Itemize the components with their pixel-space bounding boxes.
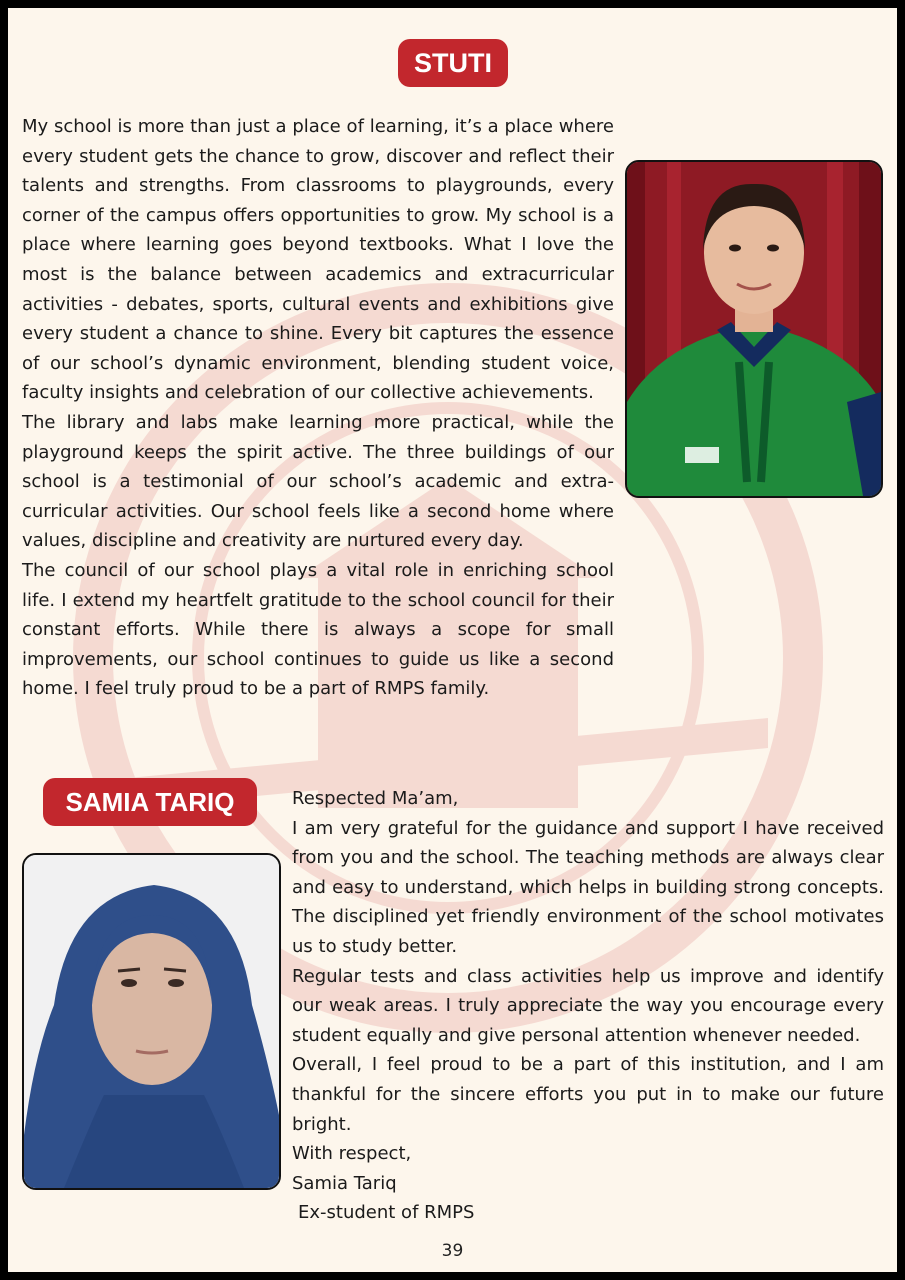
page	[8, 8, 897, 1272]
stuti-paragraph-3: The council of our school plays a vital role in enriching school life. I extend my heartfelt gratitude to the school council for their constant efforts. While there is always a scope for small improvements, our school continues to guide us like a second home. I feel truly proud to be a part of RMPS family.	[22, 559, 614, 700]
student-name-badge-samia: SAMIA TARIQ	[43, 778, 257, 826]
student-name-badge-stuti: STUTI	[398, 39, 508, 87]
signature-title: Ex-student of RMPS	[298, 1202, 475, 1224]
stuti-testimonial	[22, 112, 614, 704]
samia-photo	[22, 853, 281, 1190]
samia-letter	[292, 784, 884, 1228]
signature-name: Samia Tariq	[292, 1172, 397, 1194]
stuti-photo	[625, 160, 883, 498]
letter-salutation: Respected Ma’am,	[292, 788, 459, 809]
stuti-paragraph-2: The library and labs make learning more practical, while the playground keeps the spirit active. The three buildings of our school is a testimonial of our school’s academic and extra-curricular activities. Our school feels like a second home where values, discipline and creativity are nurtured every day.	[22, 411, 614, 552]
samia-paragraph-3: Overall, I feel proud to be a part of this institution, and I am thankful for the sincere efforts you put in to make our future bright.	[292, 1054, 884, 1135]
samia-paragraph-2: Regular tests and class activities help us improve and identify our weak areas. I truly appreciate the way you encourage every student equally and give personal attention whenever needed.	[292, 965, 884, 1046]
stuti-paragraph-1: My school is more than just a place of learning, it’s a place where every student gets the chance to grow, discover and reflect their talents and strengths. From classrooms to playgrounds, every corner of the campus offers opportunities to grow. My school is a place where learning goes beyond textbooks. What I love the most is the balance between academics and extracurricular activities - debates, sports, cultural events and exhibitions give every student a chance to shine. Every bit captures the essence of our school’s dynamic environment, blending student voice, faculty insights and celebration of our collective achievements.	[22, 116, 614, 404]
page-number: 39	[441, 1241, 464, 1261]
samia-paragraph-1: I am very grateful for the guidance and support I have received from you and the school. The teaching methods are always clear and easy to understand, which helps in building strong concepts. The disciplined yet friendly environment of the school motivates us to study better.	[292, 817, 884, 957]
letter-closing: With respect,	[292, 1143, 412, 1165]
